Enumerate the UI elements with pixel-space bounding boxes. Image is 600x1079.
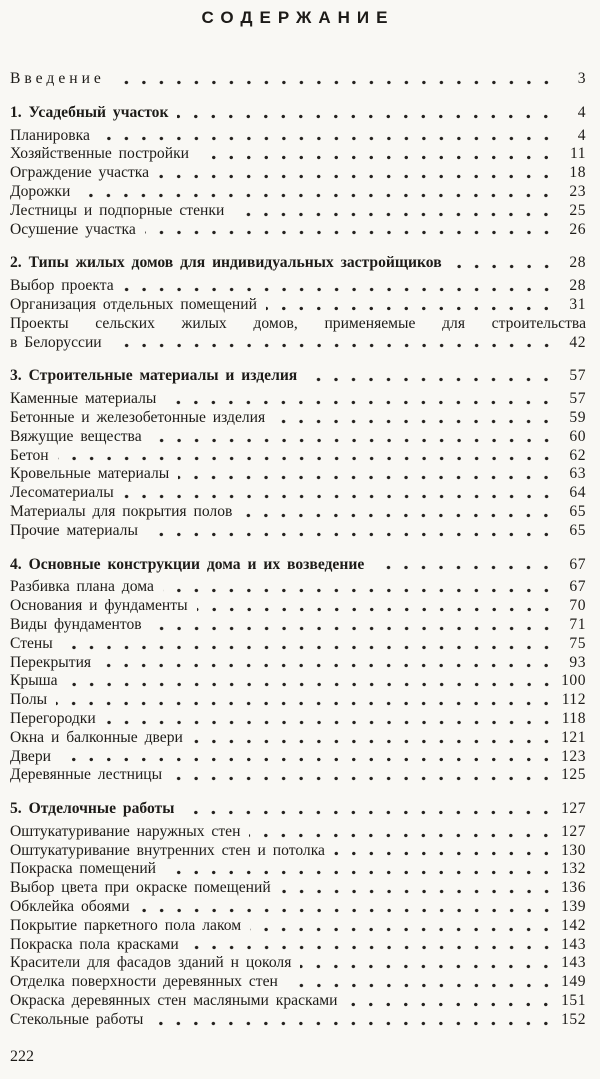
toc-row [10,390,586,409]
dot-leader [99,127,557,146]
toc-entry-label: Бетон [10,446,49,464]
toc-page-number: 62 [569,446,586,464]
toc-entry-label: Покраска помещений [10,860,157,878]
toc-entry-label: Лесоматериалы [10,484,114,502]
toc-entry-label: Прочие материалы [10,521,138,539]
toc-entry-label: Дорожки [10,182,71,200]
toc-row [10,954,586,973]
toc-entry-label: Планировка [10,126,90,144]
toc-entry-label: Проекты сельских жилых домов, применяемые для строительства [10,314,586,332]
toc-row [10,729,586,748]
toc-row [10,145,586,164]
toc-page-number: 136 [561,879,586,897]
toc-section-heading [10,367,586,386]
toc-row [10,522,586,541]
toc-entry-label: Материалы для покрытия полов [10,502,233,520]
toc-section-heading [10,254,586,273]
page-title: СОДЕРЖАНИЕ [201,8,395,27]
dot-leader [192,729,557,748]
dot-leader [373,556,557,575]
toc-entry-label: Покраска пола красками [10,935,179,953]
dot-leader [165,390,557,409]
dot-leader [241,503,557,522]
toc-row [10,635,586,654]
toc-row [10,672,586,691]
toc-page-number: 70 [569,597,586,615]
dot-leader [147,522,557,541]
dot-leader [114,70,557,89]
toc-entry-label: Ограждение участка [10,164,150,182]
toc-row [10,183,586,202]
toc-entry-label: Кровельные материалы [10,465,170,483]
dot-leader [287,973,557,992]
toc-page-number: 25 [569,201,586,219]
dot-leader [177,104,557,123]
dot-leader [197,597,557,616]
folio-page-number: 222 [10,1047,34,1065]
dot-leader [233,202,557,221]
dot-leader [158,164,557,183]
toc-page-number: 121 [561,728,586,746]
toc-entry-label: Деревянные лестницы [10,766,163,784]
toc-page-number: 139 [561,898,586,916]
toc-row [10,127,586,146]
dot-leader [151,616,557,635]
toc-page-number: 59 [569,408,586,426]
dot-leader [105,710,557,729]
toc-entry-label: Двери [10,747,51,765]
toc-page-number: 18 [569,164,586,182]
dot-leader [334,842,557,861]
toc-row [10,334,586,353]
toc-row [10,578,586,597]
toc-page-number: 65 [569,521,586,539]
toc-entry-label: Перегородки [10,709,96,727]
toc-page-number: 65 [569,502,586,520]
toc-page-number: 127 [561,822,586,840]
toc-entry-label: Стены [10,634,53,652]
toc-entry-label: 4. Основные конструкции дома и их возведение [10,555,365,573]
toc-page-number: 93 [569,653,586,671]
toc-page-number: 28 [569,254,586,272]
toc-row [10,748,586,767]
toc-page-number: 11 [569,145,586,163]
toc-row [10,409,586,428]
toc-page-number: 64 [569,484,586,502]
toc-entry-label: Бетонные и железобетонные изделия [10,408,266,426]
toc-row [10,710,586,729]
toc-entry-label: Окна и балконные двери [10,728,183,746]
toc-entry-label: Оштукатуривание внутренних стен и потолка [10,841,325,859]
toc-entry-label: Введение [10,70,105,87]
dot-leader [188,936,557,955]
toc-page-number: 142 [561,916,586,934]
toc-row [10,823,586,842]
toc-row [10,691,586,710]
toc-page-number: 4 [577,126,586,144]
toc-entry-label: Обклейка обоями [10,898,130,916]
toc-entry-label: Оштукатуривание наружных стен [10,822,241,840]
toc-page-number: 31 [569,295,586,313]
toc-entry-label: Отделка поверхности деревянных стен [10,973,278,991]
toc-entry-label: Выбор цвета при окраске помещений [10,879,271,897]
table-of-contents [10,70,586,1030]
toc-entry-label: 3. Строительные материалы и изделия [10,367,298,385]
toc-entry-label: Полы [10,691,48,709]
dot-leader [250,917,557,936]
toc-row [10,860,586,879]
toc-page-number: 67 [569,578,586,596]
toc-row [10,503,586,522]
toc-entry-label: Виды фундаментов [10,615,142,633]
toc-page-number: 152 [561,1010,586,1028]
dot-leader [163,578,557,597]
toc-section-heading [10,556,586,575]
toc-row [10,917,586,936]
dot-leader [346,992,557,1011]
toc-section-heading [10,800,586,819]
toc-row [10,898,586,917]
toc-page-number: 26 [569,220,586,238]
dot-leader [249,823,557,842]
dot-leader [139,898,557,917]
dot-leader [60,748,557,767]
toc-entry-label: Крыша [10,672,58,690]
dot-leader [306,367,557,386]
dot-leader [165,860,557,879]
toc-entry-label: Хозяйственные постройки [10,145,189,163]
toc-row [10,315,586,334]
toc-row [10,879,586,898]
toc-page-number: 149 [561,973,586,991]
toc-row [10,766,586,785]
toc-entry-label: Красители для фасадов зданий н цоколя [10,954,292,972]
dot-leader [67,672,557,691]
toc-entry-label: 5. Отделочные работы [10,800,175,818]
toc-entry-label: 2. Типы жилых домов для индивидуальных застройщиков [10,254,442,272]
toc-page-number: 60 [569,427,586,445]
dot-leader [198,145,557,164]
dot-leader [79,183,557,202]
toc-row [10,597,586,616]
dot-leader [274,409,557,428]
dot-leader [171,766,557,785]
toc-row [10,277,586,296]
toc-page-number: 118 [561,709,586,727]
toc-page-number: 57 [569,390,586,408]
toc-page-number: 112 [561,691,586,709]
toc-page-number: 71 [569,615,586,633]
toc-entry-label: Окраска деревянных стен масляными красками [10,992,338,1010]
toc-page-number: 151 [561,992,586,1010]
toc-entry-label: Организация отдельных помещений [10,295,257,313]
dot-leader [58,447,557,466]
toc-entry-label: Выбор проекта [10,277,114,295]
dot-leader [183,800,557,819]
dot-leader [123,484,557,503]
toc-page-number: 123 [561,747,586,765]
dot-leader [100,654,557,673]
dot-leader [266,296,557,315]
toc-page-number: 67 [569,555,586,573]
toc-page-number: 100 [561,672,586,690]
toc-row [10,428,586,447]
toc-page-number: 63 [569,465,586,483]
toc-page-number: 4 [577,103,586,121]
dot-leader [123,277,557,296]
toc-page-number: 42 [569,333,586,351]
toc-row [10,484,586,503]
toc-entry-label: Вяжущие вещества [10,427,142,445]
toc-entry-label: Покрытие паркетного пола лаком [10,916,242,934]
toc-row [10,70,586,89]
toc-page-number: 23 [569,182,586,200]
toc-page-number: 3 [577,70,586,87]
toc-entry-label: Лестницы и подпорные стенки [10,201,225,219]
dot-leader [178,465,557,484]
toc-section-heading [10,104,586,123]
toc-page-number: 125 [561,766,586,784]
dot-leader [145,221,557,240]
toc-entry-label: в Белоруссии [10,333,102,351]
toc-row [10,221,586,240]
dot-leader [280,879,557,898]
toc-row [10,973,586,992]
toc-page-number: 130 [561,841,586,859]
toc-page-number: 132 [561,860,586,878]
dot-leader [451,254,557,273]
toc-row [10,465,586,484]
dot-leader [56,691,557,710]
dot-leader [151,428,557,447]
toc-entry-label: Основания и фундаменты [10,597,188,615]
toc-row [10,654,586,673]
toc-page-number: 57 [569,367,586,385]
dot-leader [300,954,557,973]
toc-row [10,164,586,183]
toc-row [10,447,586,466]
toc-row [10,1011,586,1030]
toc-entry-label: Перекрытия [10,653,92,671]
toc-row [10,992,586,1011]
toc-row [10,936,586,955]
toc-row [10,616,586,635]
dot-leader [152,1011,557,1030]
toc-entry-label: Каменные материалы [10,390,157,408]
toc-row [10,202,586,221]
toc-row [10,296,586,315]
toc-entry-label: 1. Усадебный участок [10,103,169,121]
toc-page-number: 127 [561,800,586,818]
toc-entry-label: Разбивка плана дома [10,578,154,596]
toc-entry-label: Стекольные работы [10,1010,144,1028]
toc-page-number: 28 [569,277,586,295]
dot-leader [111,334,557,353]
toc-page-number: 143 [561,954,586,972]
toc-page-number: 143 [561,935,586,953]
toc-row [10,842,586,861]
toc-page-number: 75 [569,634,586,652]
toc-entry-label: Осушение участка [10,220,136,238]
dot-leader [62,635,557,654]
